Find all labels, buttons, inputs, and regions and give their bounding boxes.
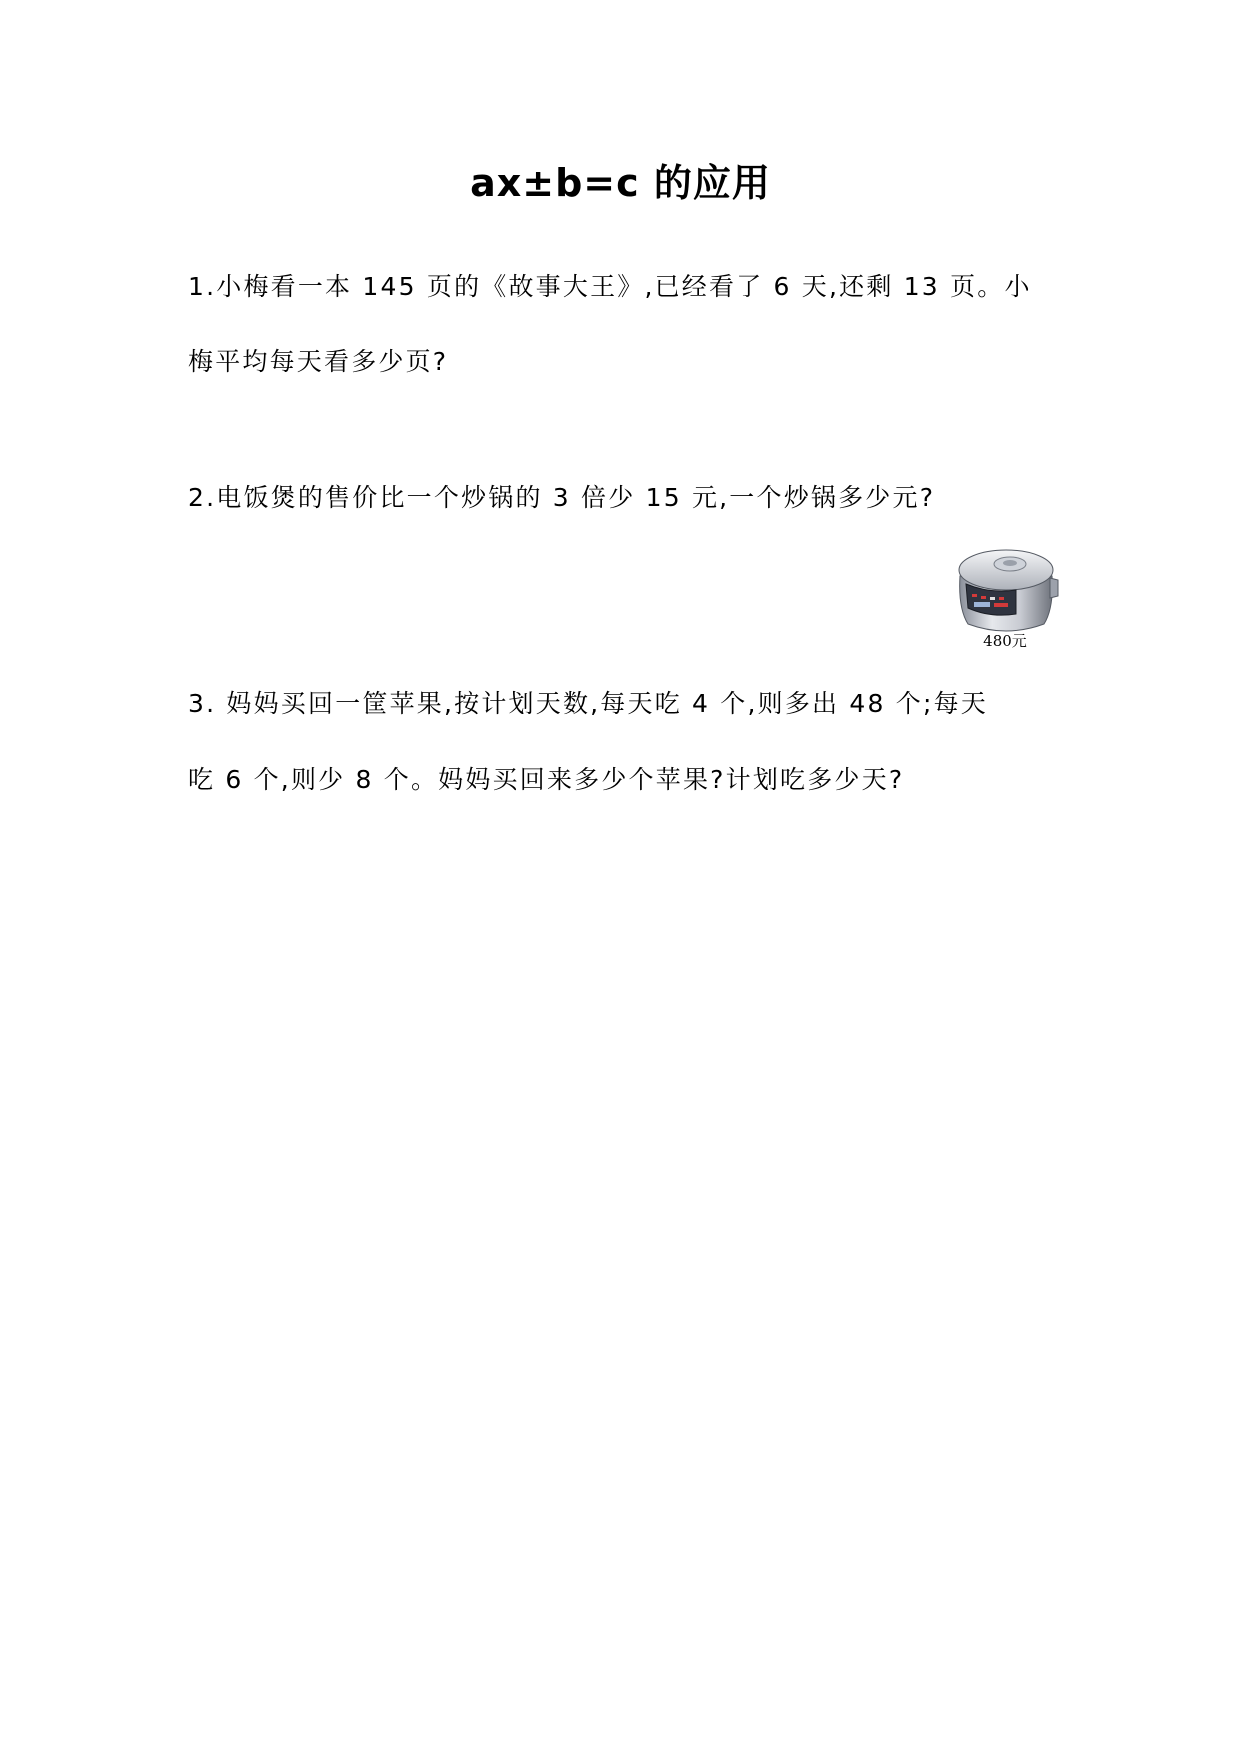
problem-3-line-1: 3. 妈妈买回一筐苹果,按计划天数,每天吃 4 个,则多出 48 个;每天 (188, 689, 988, 718)
problem-2-line-1: 2.电饭煲的售价比一个炒锅的 3 倍少 15 元,一个炒锅多少元? (188, 483, 936, 512)
rice-cooker-icon (950, 538, 1062, 638)
price-label: 480元 (983, 632, 1027, 650)
problem-1-line-1: 1.小梅看一本 145 页的《故事大王》,已经看了 6 天,还剩 13 页。小 (188, 272, 1032, 301)
problem-1-line-2: 梅平均每天看多少页? (188, 347, 449, 376)
page-title: ax±b=c 的应用 (470, 161, 771, 205)
problem-3-line-2: 吃 6 个,则少 8 个。妈妈买回来多少个苹果?计划吃多少天? (188, 765, 905, 794)
